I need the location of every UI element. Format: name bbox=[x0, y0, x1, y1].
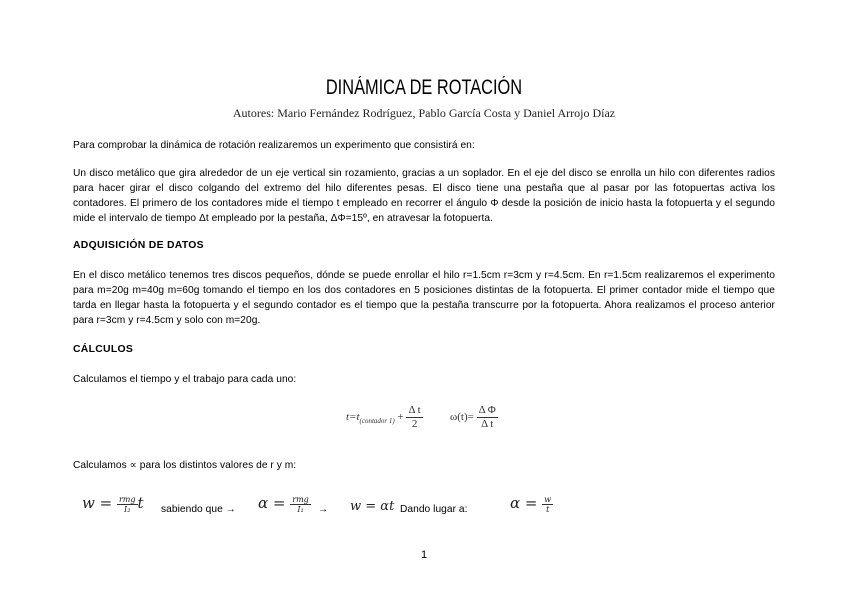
formula-alpha-result-denominator: t bbox=[546, 504, 550, 514]
formula-work-tail: t bbox=[137, 494, 144, 512]
knowing-text: sabiendo que → bbox=[161, 504, 236, 515]
formula-time-subscript: (contador 1) bbox=[359, 417, 395, 426]
formula-work bbox=[82, 494, 144, 514]
formula-alpha-result-fraction bbox=[542, 495, 553, 514]
calc-intro-text: Calculamos el tiempo y el trabajo para cada uno: bbox=[73, 374, 297, 385]
adquisicion-paragraph: En el disco metálico tenemos tres discos pequeños, dónde se puede enrollar el hilo r=1.5cm r=3cm y r=4.5cm. En r=1.5cm realizaremos el experimento para m=20g m=40g m=60g tomando el tiempo en los dos contadores en 5 posiciones distintas de la fotopuerta. El primer contador mide el tiempo que tarda en llegar hasta la fotopuerta y el segundo contador es el tiempo que la pestaña transcurre por la fotopuerta. Ahora realizamos el proceso anterior para r=3cm y r=4.5cm y solo con m=20g. bbox=[73, 270, 775, 326]
formula-time-fraction bbox=[406, 404, 422, 431]
formula-work-numerator: rmg bbox=[118, 494, 136, 504]
formula-alpha-def-denominator: I₁ bbox=[297, 504, 304, 514]
formula-alpha-def bbox=[258, 494, 311, 514]
formula-omega bbox=[450, 404, 498, 431]
formula-work-fraction bbox=[117, 495, 138, 514]
section-heading-calculos: CÁLCULOS bbox=[73, 344, 134, 355]
page-number: 1 bbox=[420, 549, 428, 561]
formula-alpha-result-numerator: w bbox=[544, 494, 552, 504]
formula-work-lhs: w = bbox=[82, 494, 113, 512]
formula-omega-lhs: ω(t)= bbox=[450, 411, 474, 424]
result-text: Dando lugar a: bbox=[400, 504, 468, 515]
formula-omega-fraction bbox=[477, 404, 498, 431]
section-heading-adquisicion: ADQUISICIÓN DE DATOS bbox=[73, 240, 204, 251]
formula-alpha-def-lhs: α = bbox=[258, 494, 286, 512]
formula-time bbox=[346, 404, 423, 431]
formula-omega-denominator: Δ t bbox=[481, 418, 494, 430]
formula-time-numerator: Δ t bbox=[408, 404, 421, 416]
formula-work-denominator: I₂ bbox=[124, 504, 131, 514]
formula-alpha-def-numerator: rmg bbox=[292, 494, 309, 504]
authors-line: Autores: Mario Fernández Rodríguez, Pablo García Costa y Daniel Arrojo Díaz bbox=[232, 106, 616, 120]
formula-time-denominator: 2 bbox=[411, 418, 418, 430]
page-title: DINÁMICA DE ROTACIÓN bbox=[325, 76, 523, 99]
formula-alpha-def-fraction bbox=[290, 495, 311, 514]
arrow-icon: → bbox=[318, 504, 329, 515]
description-paragraph: Un disco metálico que gira alrededor de un eje vertical sin rozamiento, gracias a un soplador. En el eje del disco se enrolla un hilo con diferentes radios para hacer girar el disco colgando del extremo del hilo diferentes pesas. El disco tiene una pestaña que al pasar por las fotopuertas activa los contadores. El primero de los contadores mide el tiempo t empleado en recorrer el ángulo Φ desde la posición de inicio hasta la fotopuerta y el segundo mide el intervalo de tiempo Δt empleado por la pestaña, ΔΦ=15º, en atravesar la fotopuerta. bbox=[73, 168, 775, 224]
formula-omega-numerator: Δ Φ bbox=[478, 404, 496, 416]
formula-time-lhs: t=t bbox=[346, 411, 360, 424]
formula-w-alpha-t: w = αt bbox=[350, 499, 395, 514]
formula-time-plus: + bbox=[397, 411, 404, 424]
formula-alpha-result-lhs: α = bbox=[510, 494, 538, 512]
intro-paragraph: Para comprobar la dinámica de rotación realizaremos un experimento que consistirá en: bbox=[73, 140, 475, 151]
calc-alpha-text: Calculamos ∝ para los distintos valores de r y m: bbox=[73, 460, 297, 471]
formula-alpha-result bbox=[510, 494, 553, 514]
